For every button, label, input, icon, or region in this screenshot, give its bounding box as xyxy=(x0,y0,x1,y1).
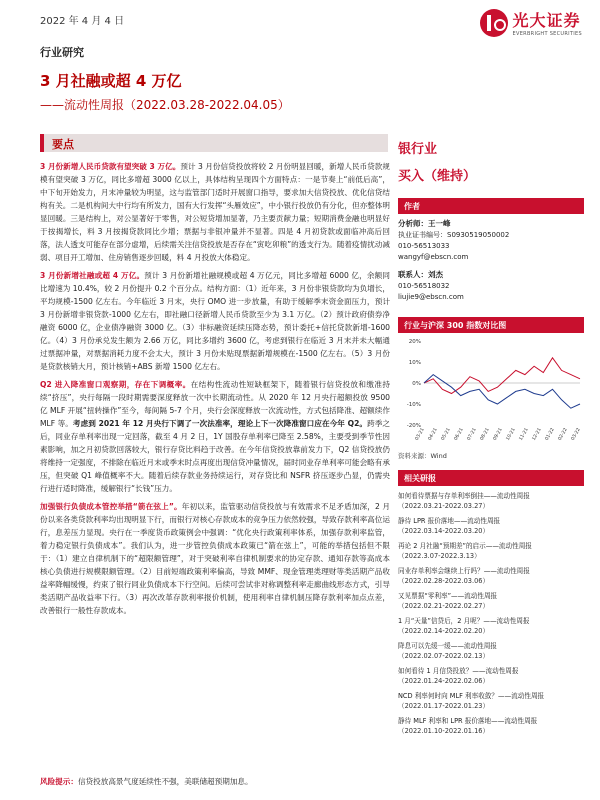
y-tick-label: 10% xyxy=(408,360,421,366)
analyst-email[interactable]: wangyf@ebscn.com xyxy=(398,253,469,261)
x-tick-label: 06-21 xyxy=(453,427,465,442)
related-report-title[interactable]: 静待 MLF 利率和 LPR 报价落地——流动性周报 xyxy=(398,717,538,725)
related-report-date: （2022.02.14-2022.02.20） xyxy=(398,627,490,635)
paragraph-text: 跨季之后，同业存单利率出现一定回落，截至 4 月 2 日，1Y 国股存单利率已降至 2.58%，主要受到季节性因素影响，加之月初贷款回落较大，银行存贷比料趋于改善。在今年信贷投放靠前发力下，Q2 信贷投放仍将维持一定强度，不排除在临近月末或季末时点再度出现信贷冲量情况，届时同业存单利率可能会略有承压，但突破 Q1 峰值概率不大。随着后续存款业务持续运行，对存贷比和 NSFR 挤压逐步凸显，仍需央行进行适时降准，缓解银行“长钱”压力。 xyxy=(40,419,390,493)
related-report-date: （2022.3.07-2022.3.13） xyxy=(398,552,481,560)
keypoints-heading: 要点 xyxy=(52,138,74,151)
related-report-title[interactable]: 1 月“天量”信贷后，2 月呢？——流动性周报 xyxy=(398,617,530,625)
report-date: 2022 年 4 月 4 日 xyxy=(40,16,125,27)
x-tick-label: 03-21 xyxy=(414,427,426,442)
x-tick-label: 03-22 xyxy=(570,427,582,442)
risk-label: 风险提示： xyxy=(40,777,78,786)
paragraph-text: 在结构性流动性短缺框架下，随着银行信贷投放和缴准持续“挤压”，央行每隔一段时期需要深度释放一次中长期流动性。从 2020 年 12 月央行超额投放 9500 亿 MLF 开展“扭转操作”至今，每间隔 5-7 个月，央行会深度释放一次流动性，方式包括降准、超额续作 MLF 等。 xyxy=(40,380,390,428)
x-tick-label: 02-22 xyxy=(557,427,569,442)
related-report-item[interactable] xyxy=(398,666,584,686)
sector-name: 银行业 xyxy=(398,142,438,157)
paragraph-text: 预计 3 月份信贷投放将较 2 月份明显回暖，新增人民币贷款规模有望突破 3 万亿，同比多增超 3000 亿以上，具体结构呈现四个方面特点：一是节奏上“前低后高”，中下旬开始发力，月末冲量较为明显，这与监管部门适时开展窗口指导，要求加大信贷投放、优化信贷结构有关。二是机构间大中行均有所发力，国有大行发挥“头雁效应”，中小银行投放仍有分化，但亦整体明显回暖。三是结构上，对公显著好于零售，对公短贷增加显著，乃主要贡献力量；短期消费金融也明显好于按揭增长，料 3 月按揭贷款同比少增；票据与非银冲量并不显著。四是 4 月初贷款或面临冲高后回落，法人透支可能存在部分虚增，后续需关注信贷投放是否存在“寅吃卯粮”的透支行为。随着疫情扰动减弱、项目开工增加、住房销售逐步回暖，料 4 月投放大体稳定。 xyxy=(40,162,390,262)
related-report-item[interactable] xyxy=(398,566,584,586)
analyst-heading: 作者 xyxy=(398,198,584,214)
x-tick-label: 04-21 xyxy=(427,427,439,442)
chart-source: 资料来源：Wind xyxy=(398,452,447,460)
analyst-info xyxy=(398,218,584,303)
related-report-title[interactable]: 再论 2 月社融“预期差”的启示——流动性周报 xyxy=(398,542,532,550)
paragraph-cost-control xyxy=(40,500,390,617)
related-report-title[interactable]: 如何看待 1 月信贷投放？——流动性周报 xyxy=(398,667,519,675)
y-tick-label: 20% xyxy=(408,339,421,345)
contact-name: 刘杰 xyxy=(428,270,443,279)
rating: 买入（维持） xyxy=(398,169,477,184)
related-report-date: （2022.02.21-2022.02.27） xyxy=(398,602,490,610)
related-report-item[interactable] xyxy=(398,516,584,536)
paragraph-loans xyxy=(40,160,390,264)
risk-text: 信贷投放高景气度延续性不强，美联储超预期加息。 xyxy=(77,777,253,786)
index-chart-svg xyxy=(398,333,584,445)
license-number: 执业证书编号：S0930519050002 xyxy=(398,231,510,239)
paragraph-lead: 3 月份新增社融或超 4 万亿。 xyxy=(40,271,145,280)
related-report-title[interactable]: 如何看待票据与存单利率倒挂——流动性周报 xyxy=(398,492,530,500)
contact-phone: 010-56518032 xyxy=(398,282,450,290)
logo-icon xyxy=(480,9,508,37)
keypoints-bar xyxy=(40,134,388,152)
chart-heading: 行业与沪深 300 指数对比图 xyxy=(398,317,584,333)
paragraph-rrr xyxy=(40,378,390,495)
y-tick-label: -10% xyxy=(406,402,421,408)
y-tick-label: -20% xyxy=(406,423,421,429)
related-report-date: （2022.02.07-2022.02.13） xyxy=(398,652,490,660)
paragraph-text: 预计 3 月份新增社融规模或超 4 万亿元，同比多增超 6000 亿，余额同比增速为 10.4%，较 2 月份提升 0.2 个百分点。结构方面：（1）近年来，3 月份非银贷款均为负增长，平均规模-1500 亿左右。今年临近 3 月末，央行 OMO 进一步放量，有助于缓解季末资金面压力，预计 3 月份新增非银贷款-1000 亿左右，即社融口径新增人民币贷款至少为 3.1 万亿。（2）预计政府债券净融资 6000 亿，企业债净融资 3000 亿。（3）非标融资延续压降态势，预计委托+信托贷款新增-1600 亿。（4）3 月份承兑发生额为 2.66 万亿，同比多增约 3600 亿，考虑到银行在临近 3 月末并未大幅通过票据冲量，对票据消耗力度不会太大，预计 3 月份未贴现票据新增规模在-1500 亿左右。（5）3 月份是贷款核销大月，预计核销+ABS 新增 1500 亿左右。 xyxy=(40,271,391,371)
analyst-phone: 010-56513033 xyxy=(398,242,450,250)
page-title: 3 月社融或超 4 万亿 xyxy=(40,72,182,90)
analyst-label: 分析师： xyxy=(398,219,428,228)
sidebar xyxy=(398,134,584,736)
paragraph-emphasis: 考虑到 2021 年 12 月央行下调了一次法准率，理论上下一次降准窗口应在今年 Q2。 xyxy=(72,419,368,428)
related-report-date: （2022.03.21-2022.03.27） xyxy=(398,502,490,510)
paragraph-lead: 加强银行负债成本管控举措“箭在弦上”。 xyxy=(40,502,182,511)
index-chart xyxy=(398,333,584,449)
logo-english: EVERBRIGHT SECURITIES xyxy=(512,31,582,37)
logo xyxy=(480,8,582,37)
report-category: 行业研究 xyxy=(40,46,84,59)
paragraph-lead: Q2 进入降准窗口观察期，存在下调概率。 xyxy=(40,380,191,389)
x-tick-label: 08-21 xyxy=(479,427,491,442)
related-report-title[interactable]: 降息可以先缓一缓——流动性周报 xyxy=(398,642,497,650)
risk-warning xyxy=(40,776,253,787)
main-body xyxy=(40,160,390,622)
x-tick-label: 05-21 xyxy=(440,427,452,442)
contact-email[interactable]: liujie9@ebscn.com xyxy=(398,293,464,301)
related-report-item[interactable] xyxy=(398,716,584,736)
related-report-item[interactable] xyxy=(398,591,584,611)
logo-name: 光大证券 xyxy=(512,11,581,30)
y-tick-label: 0% xyxy=(412,381,421,387)
related-report-date: （2022.01.10-2022.01.16） xyxy=(398,727,490,735)
related-report-item[interactable] xyxy=(398,491,584,511)
contact-label: 联系人： xyxy=(398,270,428,279)
related-report-date: （2022.01.17-2022.01.23） xyxy=(398,702,490,710)
related-reports-list xyxy=(398,491,584,736)
x-tick-label: 11-21 xyxy=(518,427,530,442)
analyst-name: 王一峰 xyxy=(428,219,451,228)
paragraph-lead: 3 月份新增人民币贷款有望突破 3 万亿。 xyxy=(40,162,181,171)
related-reports-heading: 相关研报 xyxy=(398,470,584,486)
related-report-title[interactable]: 静待 LPR 报价落地——流动性周报 xyxy=(398,517,501,525)
x-tick-label: 01-22 xyxy=(544,427,556,442)
related-report-title[interactable]: 同业存单利率会继续上行吗？——流动性周报 xyxy=(398,567,530,575)
related-report-title[interactable]: 又见票据“零利率”——流动性周报 xyxy=(398,592,498,600)
x-tick-label: 09-21 xyxy=(492,427,504,442)
related-report-date: （2022.02.28-2022.03.06） xyxy=(398,577,490,585)
series-line-bank xyxy=(424,358,580,394)
related-report-date: （2022.03.14-2022.03.20） xyxy=(398,527,490,535)
related-report-item[interactable] xyxy=(398,541,584,561)
related-report-item[interactable] xyxy=(398,616,584,636)
related-report-item[interactable] xyxy=(398,641,584,661)
x-tick-label: 07-21 xyxy=(466,427,478,442)
related-report-item[interactable] xyxy=(398,691,584,711)
x-tick-label: 10-21 xyxy=(505,427,517,442)
paragraph-social-financing xyxy=(40,269,390,373)
related-report-title[interactable]: NCD 利率何时向 MLF 利率收敛？——流动性周报 xyxy=(398,692,545,700)
paragraph-text: 年初以来，监管驱动信贷投放与有效需求不足矛盾加深，2 月份以来各类贷款利率均出现明显下行，而银行对核心存款成本的竞争压力依然较强，导致存款利率高位运行，息差压力显现。央行在一季度货币政策例会中强调：“优化央行政策利率体系，加强存款利率监管，着力稳定银行负债成本”。我们认为，进一步管控负债成本政策已“箭在弦上”，可能的举措包括但不限于：（1）建立自律机制下的“超限额管理”，对于突破利率自律机制要求的协定存款、通知存款等高成本核心负债进行规模限额管理。（2）目前短端政策利率偏高，导致 MMF、现金管理类理财等类活期产品收益率降幅缓慢，约束了银行同业负债成本下行空间。后续可尝试非对称调整利率走廊曲线形态方式，引导类活期产品收益率下行。（3）再次改革存款利率报价机制，使用利率自律机制压降存款利率加点点差，改善银行一般性存款成本。 xyxy=(40,502,391,615)
related-report-date: （2022.01.24-2022.02.06） xyxy=(398,677,490,685)
page-subtitle: ——流动性周报（2022.03.28-2022.04.05） xyxy=(40,98,290,112)
x-tick-label: 12-21 xyxy=(531,427,543,442)
